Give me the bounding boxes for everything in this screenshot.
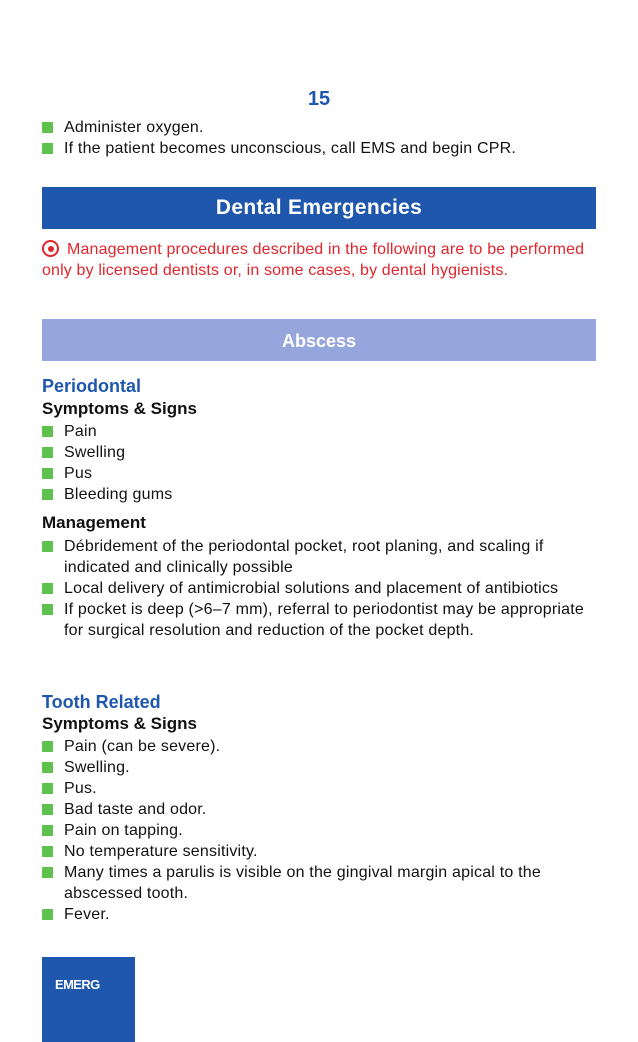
list-item-text: Bleeding gums (64, 486, 173, 503)
list-item-text: Administer oxygen. (64, 119, 204, 136)
bullet-square-icon (42, 741, 53, 752)
bullet-square-icon (42, 489, 53, 500)
bullet-square-icon (42, 762, 53, 773)
list-item (42, 442, 602, 463)
bullet-square-icon (42, 783, 53, 794)
list-item (42, 578, 602, 599)
list-item-text: Swelling (64, 444, 126, 461)
bullet-square-icon (42, 867, 53, 878)
list-item (42, 799, 602, 820)
periodontal-title: Periodontal (42, 376, 142, 396)
bullet-square-icon (42, 143, 53, 154)
list-item-text: If the patient becomes unconscious, call EMS and begin CPR. (64, 140, 517, 157)
list-item-text: Swelling. (64, 759, 130, 776)
list-item-text: Pus. (64, 780, 97, 797)
bullet-square-icon (42, 604, 53, 615)
page-number: 15 (307, 88, 331, 110)
sub-banner: Abscess (42, 319, 596, 361)
periodontal-symptoms-heading: Symptoms & Signs (42, 399, 197, 418)
list-item (42, 599, 602, 641)
bullet-square-icon (42, 804, 53, 815)
list-item (42, 904, 602, 925)
list-item (42, 117, 602, 138)
list-item-text: If pocket is deep (>6–7 mm), referral to periodontist may be appropriate for surgical resolution and reduction of the pocket depth. (64, 601, 584, 639)
list-item-text: Many times a parulis is visible on the gingival margin apical to the abscessed tooth. (64, 864, 541, 902)
list-item-text: Local delivery of antimicrobial solutions and placement of antibiotics (64, 580, 559, 597)
list-item-text: Bad taste and odor. (64, 801, 207, 818)
tooth-related-title: Tooth Related (42, 692, 161, 712)
list-item (42, 536, 602, 578)
bullet-square-icon (42, 846, 53, 857)
list-item-text: Pain (64, 423, 97, 440)
list-item (42, 484, 602, 505)
list-item-text: Pain (can be severe). (64, 738, 221, 755)
tooth-related-symptom-list (42, 736, 602, 925)
tooth-related-symptoms-heading: Symptoms & Signs (42, 714, 197, 733)
periodontal-management-list (42, 536, 602, 641)
list-item (42, 463, 602, 484)
bullet-square-icon (42, 583, 53, 594)
list-item (42, 841, 602, 862)
bullet-square-icon (42, 122, 53, 133)
list-item (42, 862, 602, 904)
list-item-text: Débridement of the periodontal pocket, root planing, and scaling if indicated and clinically possible (64, 538, 544, 576)
list-item (42, 820, 602, 841)
periodontal-symptom-list (42, 421, 602, 505)
periodontal-management-heading: Management (42, 513, 146, 532)
emerg-section-tab (42, 957, 135, 1042)
list-item (42, 757, 602, 778)
top-bullet-list (42, 117, 602, 159)
list-item (42, 421, 602, 442)
list-item (42, 736, 602, 757)
bullet-square-icon (42, 825, 53, 836)
list-item-text: No temperature sensitivity. (64, 843, 258, 860)
list-item (42, 138, 602, 159)
bullet-square-icon (42, 426, 53, 437)
list-item (42, 778, 602, 799)
list-item-text: Pain on tapping. (64, 822, 183, 839)
bullet-square-icon (42, 541, 53, 552)
bullet-square-icon (42, 447, 53, 458)
warning-text: Management procedures described in the following are to be performed only by licensed dentists or, in some cases, by dental hygienists. (42, 241, 585, 279)
emerg-tab-label: EMERG (55, 977, 100, 992)
list-item-text: Pus (64, 465, 93, 482)
target-warning-icon (42, 240, 59, 257)
list-item-text: Fever. (64, 906, 110, 923)
warning-note (42, 239, 602, 281)
bullet-square-icon (42, 468, 53, 479)
section-banner: Dental Emergencies (42, 187, 596, 229)
bullet-square-icon (42, 909, 53, 920)
